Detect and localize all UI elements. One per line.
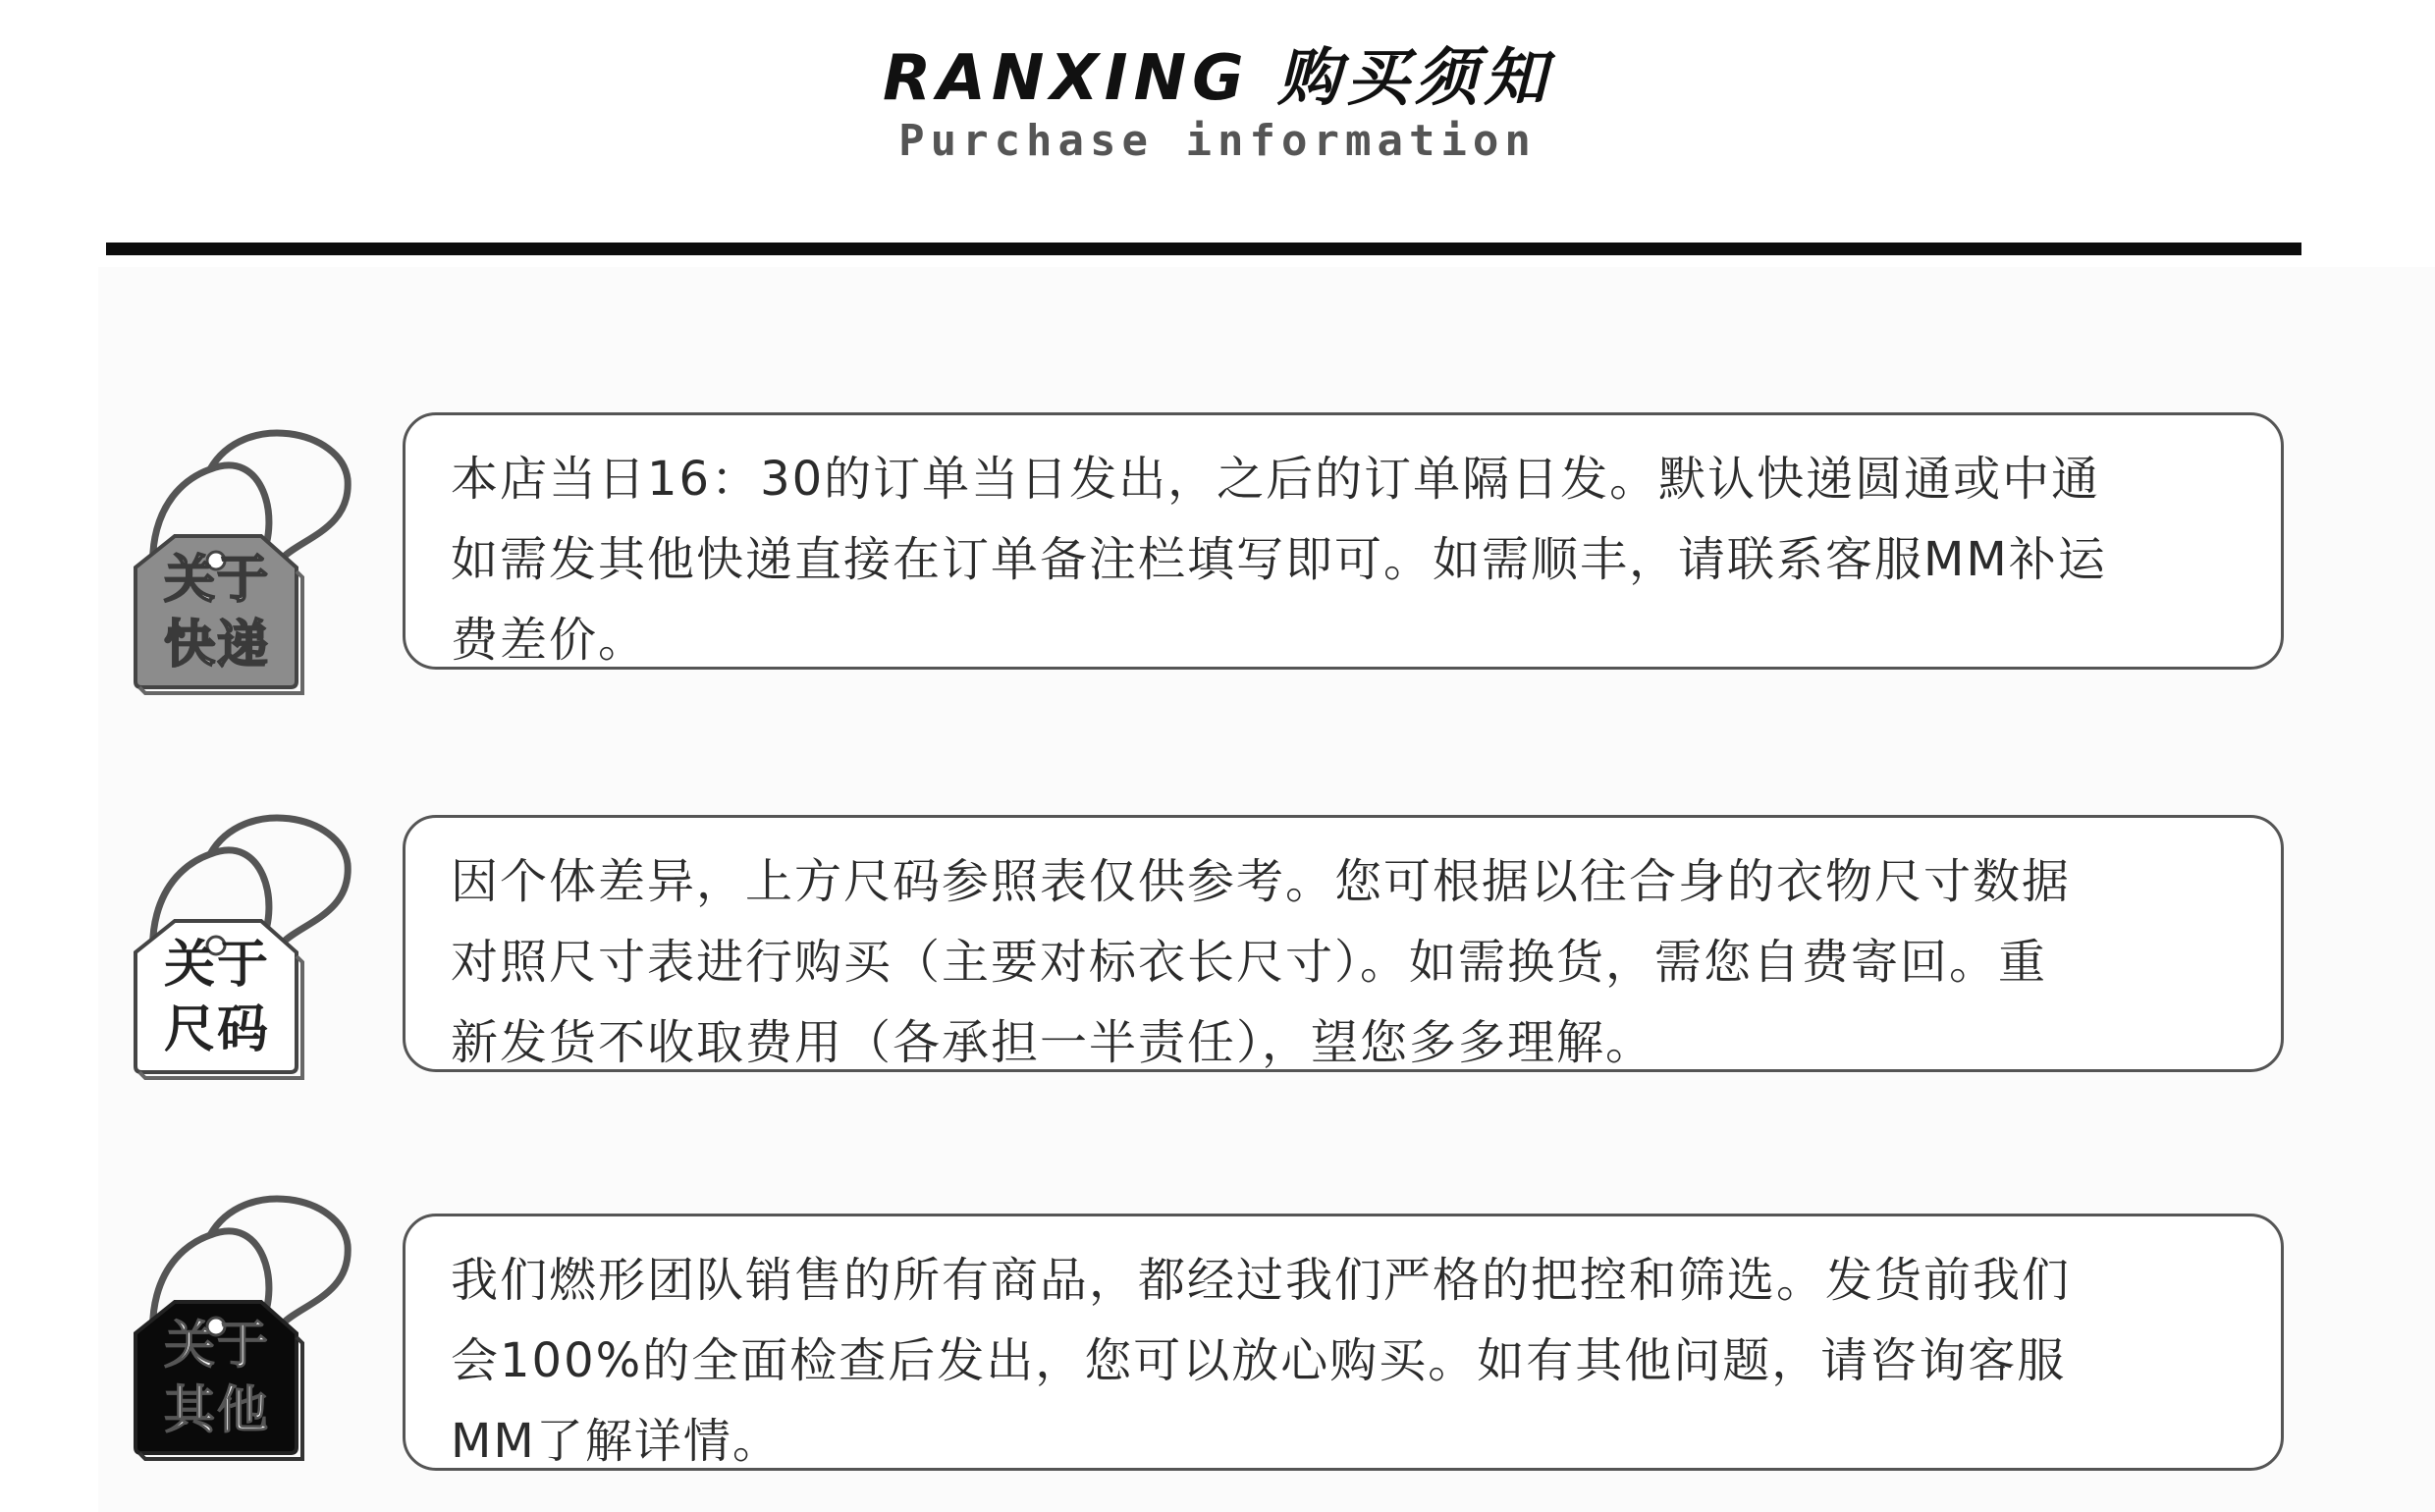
tag-label-line1: 关于 (163, 1317, 270, 1376)
shipping-info-box (403, 412, 2284, 670)
shipping-tag-icon (116, 371, 361, 705)
page-subtitle: Purchase information (898, 116, 1537, 166)
info-line: 新发货不收取费用（各承担一半责任），望您多多理解。 (451, 1015, 1655, 1070)
header (0, 0, 2435, 236)
tag-label-line1: 关于 (163, 936, 270, 995)
size-info-box (403, 815, 2284, 1072)
info-line: 费差价。 (451, 613, 648, 668)
info-line: 如需发其他快递直接在订单备注栏填写即可。如需顺丰，请联系客服MM补运 (451, 532, 2107, 587)
info-line: MM了解详情。 (451, 1414, 782, 1469)
info-line: 我们燃形团队销售的所有商品，都经过我们严格的把控和筛选。发货前我们 (451, 1253, 2072, 1308)
tag-label-line1: 关于 (163, 551, 270, 610)
tag-label-line2: 其他 (163, 1381, 270, 1440)
info-line: 对照尺寸表进行购买（主要对标衣长尺寸）。如需换货，需您自费寄回。重 (451, 935, 2048, 990)
tag-label-line2: 快递 (163, 616, 270, 675)
page-title: RANXING 购买须知 (883, 42, 1552, 115)
size-tag-icon (116, 756, 361, 1090)
info-line: 会100%的全面检查后发出，您可以放心购买。如有其他问题，请咨询客服 (451, 1333, 2067, 1388)
info-line: 本店当日16：30的订单当日发出，之后的订单隔日发。默认快递圆通或中通 (451, 452, 2101, 507)
tag-label-line2: 尺码 (163, 1000, 270, 1059)
header-divider (106, 243, 2301, 255)
other-info-box (403, 1214, 2284, 1471)
info-line: 因个体差异，上方尺码参照表仅供参考。您可根据以往合身的衣物尺寸数据 (451, 854, 2072, 909)
other-tag-icon (116, 1137, 361, 1471)
